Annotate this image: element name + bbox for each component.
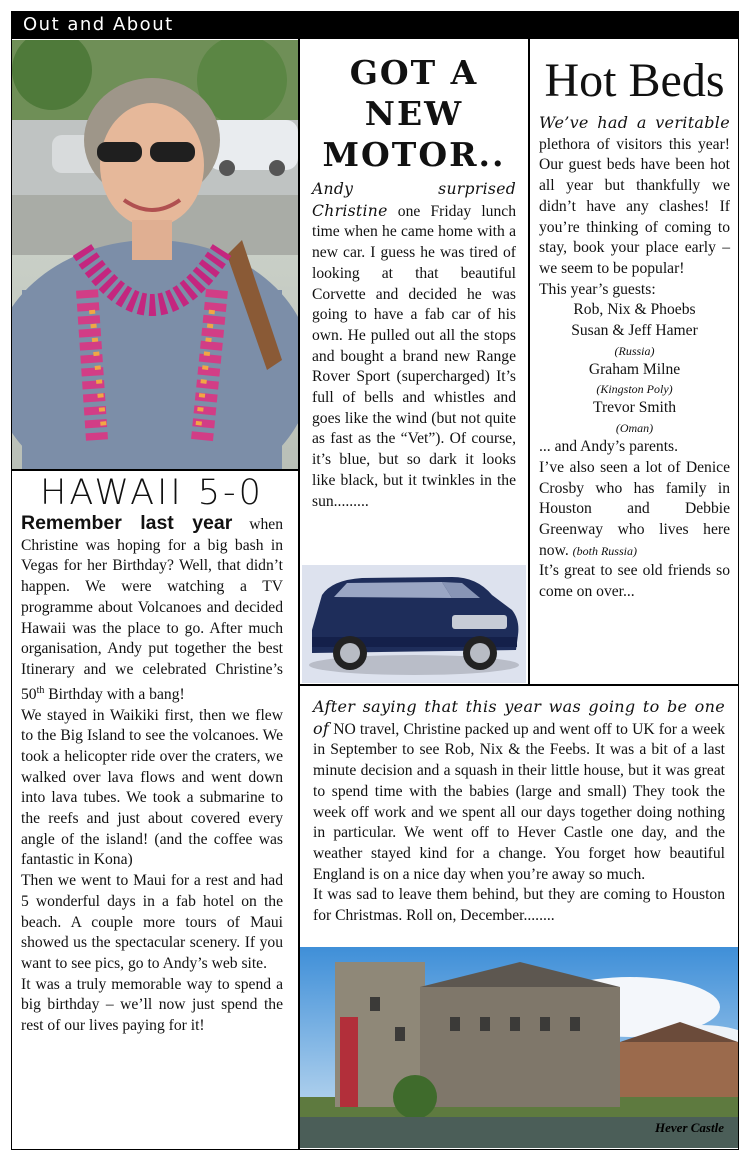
motor-article bbox=[312, 52, 516, 512]
hotbeds-closing: It’s great to see old friends so come on over... bbox=[539, 562, 730, 601]
hawaii-para-2: We stayed in Waikiki first, then we flew to the Big Island to see the volcanoes. We took a helicopter ride over the craters, we walked over lava flows and went down into lava tubes. We took a submarine to the reefs and just about covered every angle of the island! (and the coffee was fantastic in Kona) bbox=[21, 706, 283, 869]
guest-name: Rob, Nix & Phoebs bbox=[573, 301, 696, 319]
hawaii-lead: Remember last year bbox=[21, 512, 233, 534]
guest-location: (Oman) bbox=[615, 421, 654, 436]
uk-body: NO travel, Christine packed up and went off to UK for a week in September to see Rob, Nix & the Feebs. It was a bit of a last minute decision and a squash in their little house, but it was great to spend time with the babies (large and small) They took the week off work and we spent all our days together doing nothing in particular. We went off to Hever Castle one day, and the weather stayed kind for a change. You forget how beautiful England is on a nice day when you’re away so much. bbox=[313, 720, 725, 883]
hotbeds-also-note: (both Russia) bbox=[572, 543, 637, 558]
guest-name: Susan & Jeff Hamer bbox=[571, 322, 698, 340]
range-rover-photo bbox=[302, 565, 526, 683]
uk-article bbox=[313, 697, 725, 927]
hawaii-title: HAWAII 5-0 bbox=[40, 473, 264, 513]
hotbeds-body: plethora of visitors this year! Our guest beds have been hot all year but thankfully we didn’t have any clashes! If you’re thinking of coming to stay, book your place early – we seem to be popular! bbox=[539, 135, 730, 277]
motor-title: GOT A NEW MOTOR.. bbox=[322, 53, 506, 174]
section-banner bbox=[11, 11, 739, 39]
hotbeds-also: I’ve also seen a lot of Denice Crosby who has family in Houston and Debbie Greenway who lives here now. bbox=[539, 458, 730, 559]
guest-list bbox=[539, 300, 730, 437]
hawaii-article bbox=[21, 473, 283, 1037]
hawaii-superscript: th bbox=[36, 684, 45, 696]
uk-body-2: It was sad to leave them behind, but they are coming to Houston for Christmas. Roll on, December........ bbox=[313, 886, 725, 925]
hawaii-para-4: It was a truly memorable way to spend a big birthday – we’ll now just spend the rest of our lives paying for it! bbox=[21, 975, 283, 1035]
motor-body: one Friday lunch time when he came home with a new car. I guess he was tired of looking at that beautiful Corvette and decided he was going to have a fab car of his own. He pulled out all the stops and bought a brand new Range Rover Sport (supercharged) It’s full of bells and whistles and goes like the wind (but not quite as fast as the “Vet”). Of course, it’s blue, but so dark it looks like black, but it twinkles in the sun......... bbox=[312, 202, 516, 510]
hawaii-para-1a: when Christine was hoping for a big bash in Vegas for her Birthday? Well, that didn’t happen. We were watching a TV programme about Volcanoes and decided Hawaii was the place to go. After much organisation, Andy put together the best Itinerary and we celebrated Christine’s 50 bbox=[21, 516, 283, 703]
section-title: Out and About bbox=[23, 14, 174, 35]
column-divider bbox=[528, 39, 530, 685]
hawaii-para-3: Then we went to Maui for a rest and had 5 wonderful days in a fab hotel on the beach. A couple more tours of Maui showed us the spectacular scenery. If you want to see pics, go to Andy’s web site. bbox=[21, 872, 283, 972]
guest-location: (Russia) bbox=[614, 343, 655, 358]
photo-divider bbox=[11, 469, 299, 471]
hever-castle-photo bbox=[300, 947, 738, 1148]
hawaii-para-1b: Birthday with a bang! bbox=[44, 685, 185, 703]
guest-name: Trevor Smith bbox=[592, 399, 677, 417]
uk-lead: After saying that this year was going to be one of bbox=[313, 697, 725, 738]
motor-lead: Andy surprised Christine bbox=[312, 180, 516, 220]
hotbeds-article bbox=[539, 55, 730, 603]
guests-heading: This year’s guests: bbox=[539, 280, 656, 298]
hotbeds-title: Hot Beds bbox=[544, 54, 725, 107]
guest-name: Graham Milne bbox=[588, 360, 681, 378]
guest-location: (Kingston Poly) bbox=[596, 382, 673, 397]
christine-photo bbox=[12, 40, 298, 469]
hotbeds-lead: We’ve had a veritable bbox=[539, 113, 730, 132]
photo-caption: Hever Castle bbox=[655, 1120, 724, 1135]
row-divider bbox=[298, 684, 739, 686]
hotbeds-parents: ... and Andy’s parents. bbox=[539, 438, 679, 456]
